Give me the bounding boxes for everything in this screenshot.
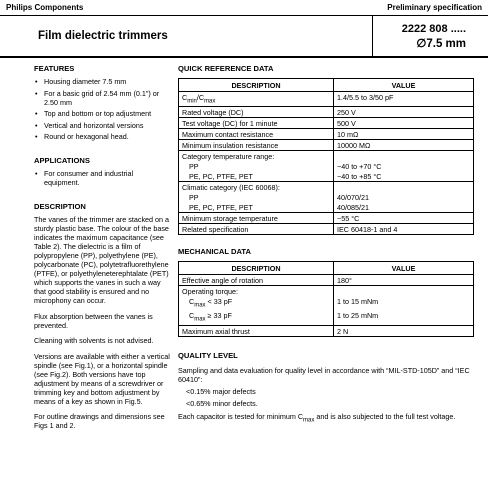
table-cell: Effective angle of rotation [179,275,334,286]
table-cell: Rated voltage (DC) [179,107,334,118]
list-item: • Round or hexagonal head. [34,132,170,141]
table-cell: $C_{min}/C_{max}$ [179,92,334,107]
page-title: Film dielectric trimmers [38,30,168,42]
mechanical-data-table [178,261,474,337]
table-cell: −40 to +70 °C [334,161,474,171]
right-column [178,64,478,426]
table-cell: Minimum storage temperature [179,213,334,224]
table-cell: Climatic category (IEC 60068): [179,182,334,193]
table-cell: 250 V [334,107,474,118]
paragraph: Versions are available with either a vertical spindle (see Fig.1), or a horizontal spindle (see Fig.2). Both versions have top adjustment by means of a screwdriver or trimming key and bottom adjustment by means of a key as shown in Fig.5. [34,351,170,406]
table-cell: Related specification [179,224,334,235]
list-item: • Housing diameter 7.5 mm [34,77,170,86]
header-rule [0,15,488,16]
table-cell [334,151,474,162]
quick-reference-heading: QUICK REFERENCE DATA [178,64,274,73]
table-cell: 1 to 15 mNm [334,296,474,310]
table-row [179,151,474,162]
table-row [179,296,474,310]
table-cell [334,182,474,193]
paragraph: For outline drawings and dimensions see Figs 1 and 2. [34,412,165,430]
table-cell: Maximum axial thrust [179,326,334,337]
list-item: • For a basic grid of 2.54 mm (0.1") or 2.50 mm [34,89,170,107]
table-row [179,286,474,297]
table-cell: IEC 60418-1 and 4 [334,224,474,235]
table-cell: Operating torque: [179,286,334,297]
table-cell: 2 N [334,326,474,337]
paragraph: The vanes of the trimmer are stacked on a sturdy plastic base. The colour of the base indicates the maximum capacitance (see Table 2). The dielectric is a film of polypropylene (PP), polyethylene (PE), polycarbonate (PC), polytetrafluorethylene (PTFE), or polyethyleneterephtalate (PET) which supports the vanes in such a way that good stability is ensured and no microphony can occur. [34,215,170,305]
table-cell: $C_{max} \ge 33$ pF [179,311,334,326]
table-row [179,311,474,326]
mechanical-data-heading: MECHANICAL DATA [178,247,251,257]
table-cell: Minimum insulation resistance [179,140,334,151]
table-cell: 500 V [334,118,474,129]
quality-intro: Sampling and data evaluation for quality level in accordance with “MIL-STD-105D” and “IEC 60410”: [178,366,470,385]
table-row [179,92,474,107]
type-number: 2222 808 ..... [401,23,466,35]
page-header [0,0,488,15]
list-item: <0.15% major defects [186,387,256,397]
features-list [34,77,170,141]
column-header: VALUE [334,79,474,92]
quality-level-heading: QUALITY LEVEL [178,351,238,361]
table-cell: PE, PC, PTFE, PET [179,171,334,182]
column-header: DESCRIPTION [179,79,334,92]
table-row [179,118,474,129]
table-row [179,192,474,202]
column-header: VALUE [334,262,474,275]
table-cell: 40/085/21 [334,202,474,213]
company-name: Philips Components [6,3,84,12]
diameter-label: ∅7.5 mm [416,38,466,50]
table-cell: Maximum contact resistance [179,129,334,140]
table-cell: 10000 MΩ [334,140,474,151]
spec-status: Preliminary specification [387,3,482,12]
table-row [179,182,474,193]
applications-heading: APPLICATIONS [34,155,90,165]
table-row [179,161,474,171]
table-cell: −40 to +85 °C [334,171,474,182]
paragraph: Cleaning with solvents is not advised. [34,336,154,345]
features-heading: FEATURES [34,64,75,73]
table-cell: 40/070/21 [334,192,474,202]
list-item: • Top and bottom or top adjustment [34,109,170,118]
table-cell: 1.4/5.5 to 3/50 pF [334,92,474,107]
title-divider [372,16,373,56]
quick-reference-table [178,78,474,235]
quality-closing: Each capacitor is tested for minimum $C_{max}$ and is also subjected to the full test voltage. [178,412,456,424]
list-item: <0.65% minor defects. [186,399,258,409]
list-item: • Vertical and horizontal versions [34,121,170,130]
table-row [179,107,474,118]
list-item: • For consumer and industrial equipment. [34,169,170,187]
table-row [179,326,474,337]
description-heading: DESCRIPTION [34,202,86,211]
table-cell: Test voltage (DC) for 1 minute [179,118,334,129]
table-cell: 10 mΩ [334,129,474,140]
table-row [179,129,474,140]
quality-level-section [178,351,478,425]
left-column [34,64,170,437]
table-cell: PP [179,192,334,202]
type-code [402,22,466,52]
table-header-row [179,262,474,275]
table-cell: 180° [334,275,474,286]
table-header-row [179,79,474,92]
table-cell: PP [179,161,334,171]
title-rule [0,56,488,58]
table-cell: Category temperature range: [179,151,334,162]
table-row [179,202,474,213]
column-header: DESCRIPTION [179,262,334,275]
table-cell: PE, PC, PTFE, PET [179,202,334,213]
table-cell: −55 °C [334,213,474,224]
table-cell: 1 to 25 mNm [334,311,474,326]
table-row [179,275,474,286]
table-cell: $C_{max} < 33$ pF [179,296,334,310]
paragraph: Flux absorption between the vanes is prevented. [34,311,153,330]
table-row [179,171,474,182]
table-row [179,224,474,235]
table-row [179,140,474,151]
table-cell [334,286,474,297]
table-row [179,213,474,224]
